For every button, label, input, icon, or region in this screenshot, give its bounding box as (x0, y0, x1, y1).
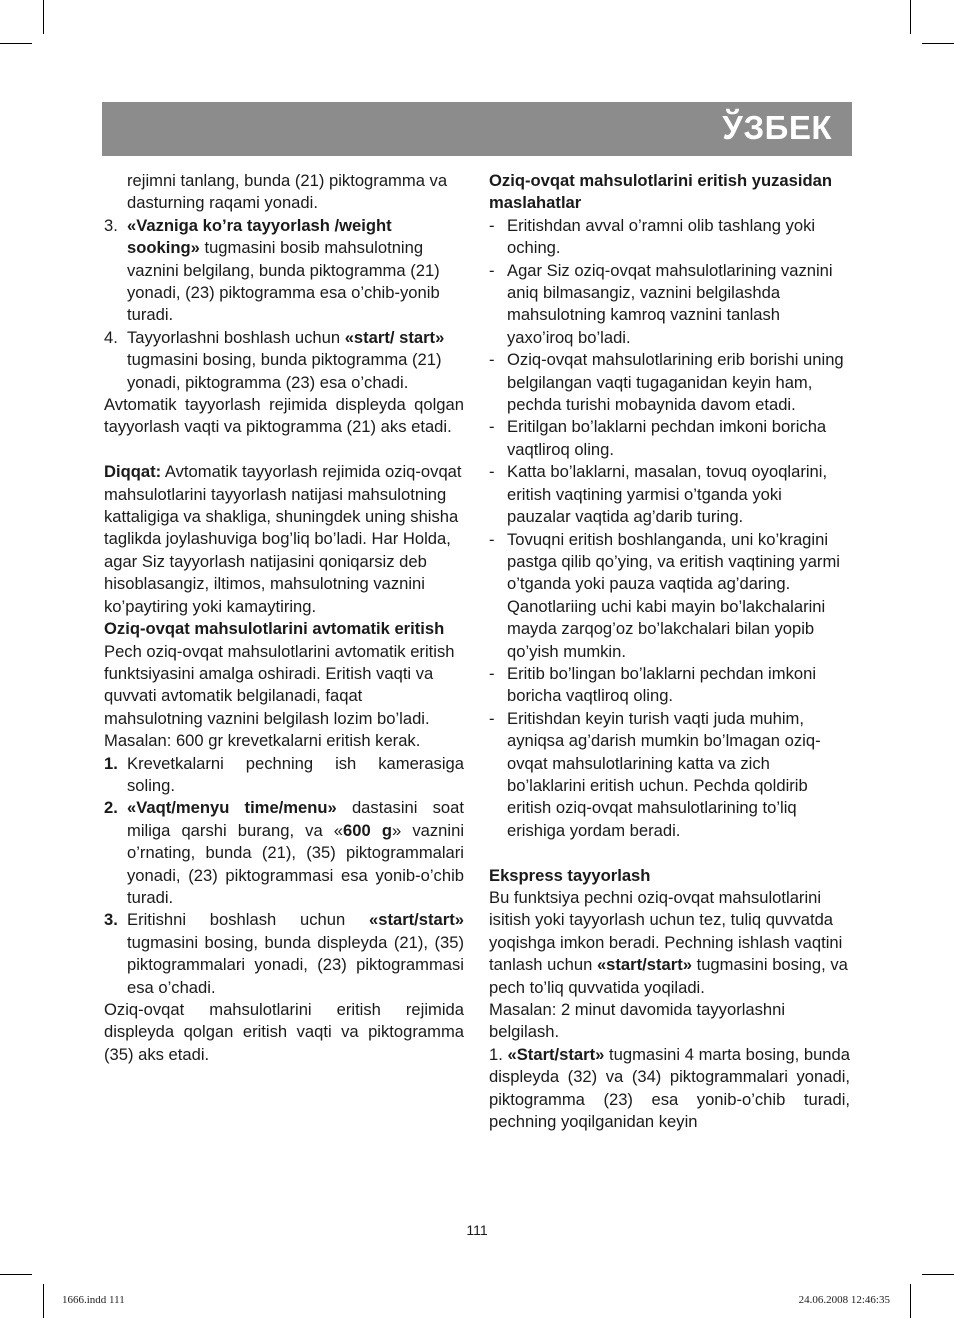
list-number: 3. (104, 910, 118, 930)
tip-text: Eritib bo’lingan bo’laklarni pechdan imkoni boricha vaqtliroq oling. (507, 663, 817, 706)
crop-mark (922, 43, 954, 44)
express-paragraph (489, 887, 850, 999)
step-text: dastasini soat miliga qarshi burang, va « (127, 798, 464, 840)
crop-mark (43, 1284, 44, 1318)
note-text: Avtomatik tayyorlash rejimida oziq-ovqat mahsulotlarini tayyorlash natijasi mahsulotning kattaligiga va shakliga, shuningdek uning shisha taglikda joylashuviga bog’liq bo’ladi. Har Holda, agar Siz tayyorlash natijasini qoniqarsiz deb hisoblasangiz, iltimos, mahsulotning vaznini ko’paytiring yoki kamaytiring. (104, 462, 462, 616)
tip-text: Eritishdan keyin turish vaqti juda muhim, ayniqsa ag’darish mumkin bo’lmagan oziq-ovqat mahsulotlarining katta va zich bo’laklarini eritish uchun. Pechda qoldirib eritish oziq-ovqat mahsulotlarining to’liq erishiga yordam beradi. (507, 708, 821, 840)
button-label-start: «Start/start» (507, 1044, 605, 1064)
list-number: 1. (489, 1044, 508, 1064)
section-heading-defrost: Oziq-ovqat mahsulotlarini avtomatik eritish (104, 619, 445, 639)
auto-mode-paragraph: Avtomatik tayyorlash rejimida displeyda qolgan tayyorlash vaqti va piktogramma (21) aks etadi. (104, 395, 464, 437)
section-heading-express: Ekspress tayyorlash (489, 865, 651, 885)
step-3 (104, 909, 464, 999)
tip-item (489, 529, 850, 663)
tip-text: Katta bo’laklarni, masalan, tovuq oyoqlarini, eritish vaqtining yarmisi o’tganda yoki pauzalar vaqtida ag’darib turing. (507, 462, 828, 527)
section-heading-tips: Oziq-ovqat mahsulotlarini eritish yuzasidan maslahatlar (489, 171, 832, 213)
final-paragraph: Oziq-ovqat mahsulotlarini eritish rejimida displeyda qolgan eritish vaqti va piktogramma (35) aks etadi. (104, 1000, 464, 1064)
dash-marker: - (489, 708, 495, 728)
crop-mark (43, 0, 44, 34)
weight-value: 600 g (343, 820, 392, 840)
tip-text: Agar Siz oziq-ovqat mahsulotlarining vaznini aniq bilmasangiz, vaznini belgilashda mahsulotning kamroq vaznini tanlash yaxo’iroq bo’ladi. (507, 260, 833, 347)
list-item-text: tugmasini bosing, bunda piktogramma (21) yonadi, piktogramma (23) esa o’chadi. (127, 350, 442, 392)
express-text: Bu funktsiya pechni oziq-ovqat mahsulotlarini isitish yoki tayyorlash uchun tez, tuliq quvvatda yoqishga imkon beradi. Pechning ishlash vaqtini tanlash uchun (489, 887, 843, 975)
dash-marker: - (489, 529, 495, 549)
dash-marker: - (489, 215, 495, 235)
crop-mark (910, 0, 911, 34)
continued-step-text: rejimni tanlang, bunda (21) piktogramma va dasturning raqami yonadi. (127, 171, 448, 213)
tips-list (489, 215, 850, 842)
list-item-text: tugmasini bosib mahsulotning vaznini belgilang, bunda piktogramma (21) yonadi, (23) piktogramma esa o’chib-yonib turadi. (127, 238, 440, 325)
list-number: 2. (104, 798, 118, 818)
crop-mark (922, 1274, 954, 1275)
step-text: » vaznini o’rnating, bunda (21), (35) piktogrammalari yonadi, (23) piktogrammasi esa yonib-o’chib turadi. (127, 820, 464, 907)
express-example: Masalan: 2 minut davomida tayyorlashni belgilash. (489, 1000, 786, 1042)
dash-marker: - (489, 260, 495, 280)
dash-marker: - (489, 663, 495, 683)
note-paragraph (104, 461, 464, 618)
button-label-weight: «Vazniga ko’ra tayyorlash /weight sooking» (127, 215, 392, 258)
tip-text: Eritishdan avval o’ramni olib tashlang yoki oching. (507, 215, 816, 258)
dash-marker: - (489, 462, 495, 482)
express-step-1 (489, 1044, 850, 1134)
tip-item (489, 260, 850, 350)
list-number: 4. (104, 327, 118, 347)
knob-label: «Vaqt/menyu time/menu» (127, 798, 337, 818)
list-item-3 (104, 215, 464, 327)
language-header-bar (102, 102, 852, 156)
tip-item (489, 708, 850, 842)
button-label-start: «start/start» (596, 955, 692, 975)
step-text: Eritishni boshlash uchun (127, 910, 369, 930)
tip-text: Tovuqni eritish boshlanganda, uni ko’kragini pastga qilib qo’ying, va eritish vaqtining yarmi o’tganda yoki pauza vaqtida ag’daring. Qanotlariing uchi kabi mayin bo’lakchalarini mayda zarqog’oz bo’lakchalari bilan yopib qo’yish mumkin. (507, 529, 840, 661)
left-column (104, 170, 464, 1066)
tip-item (489, 349, 850, 416)
dash-marker: - (489, 417, 495, 437)
crop-mark (0, 43, 32, 44)
step-2 (104, 797, 464, 909)
tip-item (489, 416, 850, 461)
list-item-4 (104, 327, 464, 394)
defrost-paragraph: Pech oziq-ovqat mahsulotlarini avtomatik eritish funktsiyasini amalga oshiradi. Eritish vaqti va quvvati avtomatik belgilanadi, faqat mahsulotning vaznini belgilash lozim bo’ladi. (104, 641, 455, 728)
print-file-info: 1666.indd 111 (62, 1294, 125, 1306)
button-label-start: «start/start» (368, 910, 464, 930)
language-title: ЎЗБЕК (722, 109, 832, 146)
page-number: 111 (466, 1222, 488, 1238)
right-column (489, 170, 850, 1133)
dash-marker: - (489, 350, 495, 370)
tip-item (489, 215, 850, 260)
print-date-info: 24.06.2008 12:46:35 (798, 1294, 890, 1306)
express-text: tugmasini bosing, va pech to’liq quvvatida yoqiladi. (489, 955, 848, 997)
step-text: Krevetkalarni pechning ish kamerasiga soling. (127, 753, 464, 795)
list-number: 1. (104, 753, 118, 773)
list-item-text: Tayyorlashni boshlash uchun (127, 327, 345, 347)
express-step-text: tugmasini 4 marta bosing, bunda displeyda (32) va (34) piktogrammalari yonadi, piktogramma (23) esa yonib-o’chib turadi, pechning yoqilganidan keyin (489, 1044, 850, 1132)
crop-mark (910, 1284, 911, 1318)
list-number: 3. (104, 215, 118, 235)
tip-item (489, 663, 850, 708)
step-1 (104, 753, 464, 798)
tip-item (489, 461, 850, 528)
step-text: tugmasini bosing, bunda displeyda (21), (35) piktogrammalari yonadi, (23) piktogrammasi esa o’chadi. (127, 932, 464, 997)
tip-text: Eritilgan bo’laklarni pechdan imkoni boricha vaqtliroq oling. (507, 417, 827, 459)
crop-mark (0, 1274, 32, 1275)
button-label-start: «start/ start» (344, 327, 445, 347)
example-paragraph: Masalan: 600 gr krevetkalarni eritish kerak. (104, 731, 421, 751)
note-label: Diqqat: (104, 462, 162, 482)
tip-text: Oziq-ovqat mahsulotlarining erib borishi uning belgilangan vaqti tugaganidan keyin ham, pechda turishi mobaynida davom etadi. (507, 350, 844, 415)
